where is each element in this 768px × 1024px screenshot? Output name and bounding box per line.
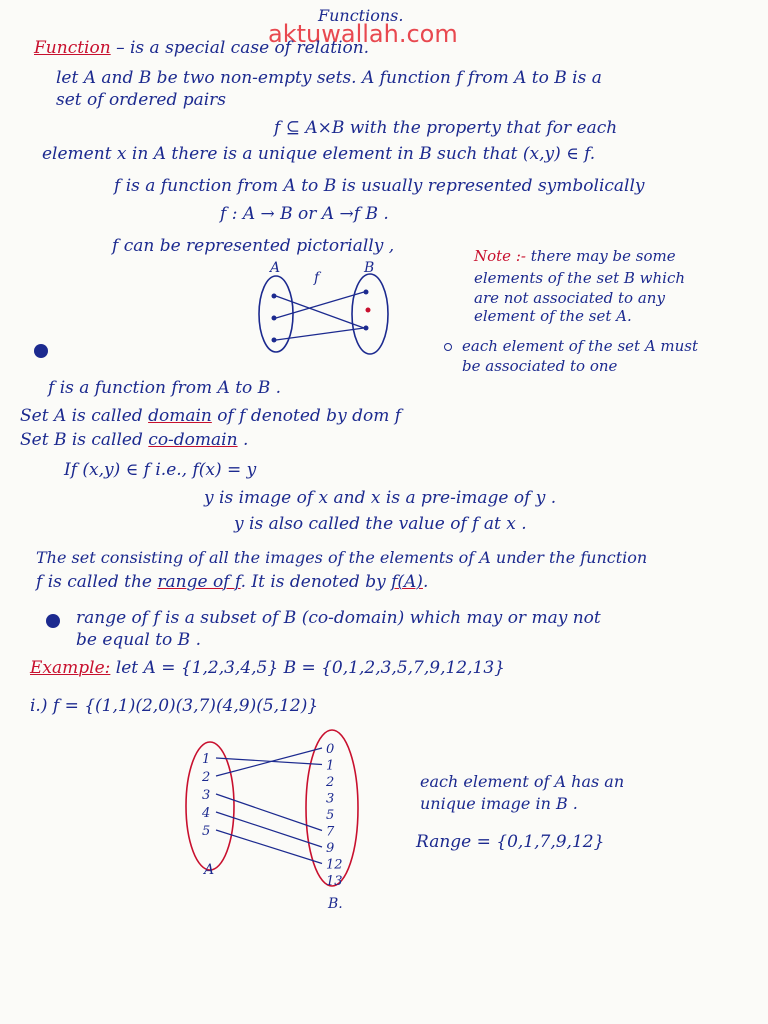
definition-line: element x in A there is a unique element in B such that (x,y) ∈ f. [42, 144, 596, 164]
example-sets: let A = {1,2,3,4,5} B = {0,1,2,3,5,7,9,12,13} [115, 658, 505, 678]
set-b-element: 1 [326, 758, 335, 774]
range-line: The set consisting of all the images of the elements of A under the function [36, 548, 648, 567]
page-title: Functions. [318, 6, 404, 25]
definition-line: f : A → B or A →f B . [220, 204, 389, 224]
diagram1-label-a: A [270, 260, 281, 276]
range-text: . [422, 572, 429, 592]
note-label: Note :- [474, 247, 526, 265]
definition-line: f is a function from A to B is usually represented symbolically [114, 176, 645, 196]
set-b-element: 9 [326, 841, 335, 856]
set-a-element: 1 [202, 752, 211, 767]
note-line: are not associated to any [474, 289, 665, 307]
domain-text: of f denoted by dom f [217, 406, 402, 426]
range-term: range of f [157, 572, 241, 592]
example-label: Example: [30, 658, 111, 678]
bullet-icon [46, 614, 60, 628]
example-line [30, 658, 505, 678]
note-line: be associated to one [462, 357, 618, 375]
diagram1-label-f: f [314, 270, 320, 286]
note-line [474, 246, 676, 266]
definition-line: set of ordered pairs [56, 90, 227, 110]
codomain-line [20, 430, 248, 450]
range-line [36, 572, 428, 592]
definition-term: Function [34, 38, 111, 58]
example-part: i.) f = {(1,1)(2,0)(3,7)(4,9)(5,12)} [30, 696, 319, 716]
bullet-icon [34, 344, 48, 358]
domain-line: f is a function from A to B . [48, 378, 281, 398]
domain-term: domain [148, 406, 212, 426]
definition-line: let A and B be two non-empty sets. A function f from A to B is a [56, 68, 602, 88]
domain-line: y is image of x and x is a pre-image of y . [204, 488, 557, 508]
range-line: range of f is a subset of B (co-domain) which may or may not [76, 608, 601, 628]
set-b-element: 5 [326, 808, 335, 823]
diagram2-label-a: A [204, 862, 215, 878]
diagram2-label-b: B. [328, 896, 343, 912]
watermark: aktuwallah.com [268, 20, 458, 48]
range-symbol: f(A) [391, 572, 423, 592]
mapping-arrow [216, 748, 322, 776]
domain-line: y is also called the value of f at x . [234, 514, 527, 534]
set-a-element: 3 [202, 788, 211, 803]
set-a-element: 5 [202, 824, 211, 839]
example-remark: each element of A has an [420, 772, 625, 791]
set-b-element: 7 [326, 824, 335, 840]
range-line: be equal to B . [76, 630, 201, 650]
definition-line: f ⊆ A×B with the property that for each [274, 118, 618, 138]
definition-intro [34, 38, 369, 58]
domain-text: Set A is called [20, 406, 143, 426]
domain-line [20, 406, 401, 426]
diagram1-label-b: B [364, 260, 375, 276]
set-b-element: 13 [326, 874, 343, 889]
note-line: elements of the set B which [474, 269, 686, 287]
range-text: . It is denoted by [240, 572, 386, 592]
example-range: Range = {0,1,7,9,12} [416, 832, 605, 852]
set-a-element: 2 [202, 770, 211, 785]
mapping-arrow [216, 758, 322, 765]
set-a-element: 4 [202, 806, 211, 821]
function-diagram-1 [250, 258, 400, 370]
codomain-term: co-domain [148, 430, 238, 450]
set-b-element: 3 [326, 791, 335, 807]
range-text: f is called the [36, 572, 152, 592]
mapping-arrow [216, 830, 322, 864]
domain-line: If (x,y) ∈ f i.e., f(x) = y [64, 460, 257, 480]
codomain-text: Set B is called [20, 430, 143, 450]
definition-line: f can be represented pictorially , [112, 236, 395, 256]
set-b-element: 0 [326, 742, 335, 757]
function-diagram-2 [180, 728, 380, 914]
example-remark: unique image in B . [420, 794, 578, 813]
note-line: each element of the set A must [462, 337, 699, 355]
set-b-element: 12 [326, 857, 343, 873]
note-text: there may be some [530, 247, 676, 265]
definition-intro-text: – is a special case of relation. [116, 38, 370, 58]
set-b-element: 2 [326, 775, 335, 790]
codomain-text: . [242, 430, 249, 450]
bullet-icon [444, 343, 452, 351]
note-line: element of the set A. [474, 307, 632, 325]
